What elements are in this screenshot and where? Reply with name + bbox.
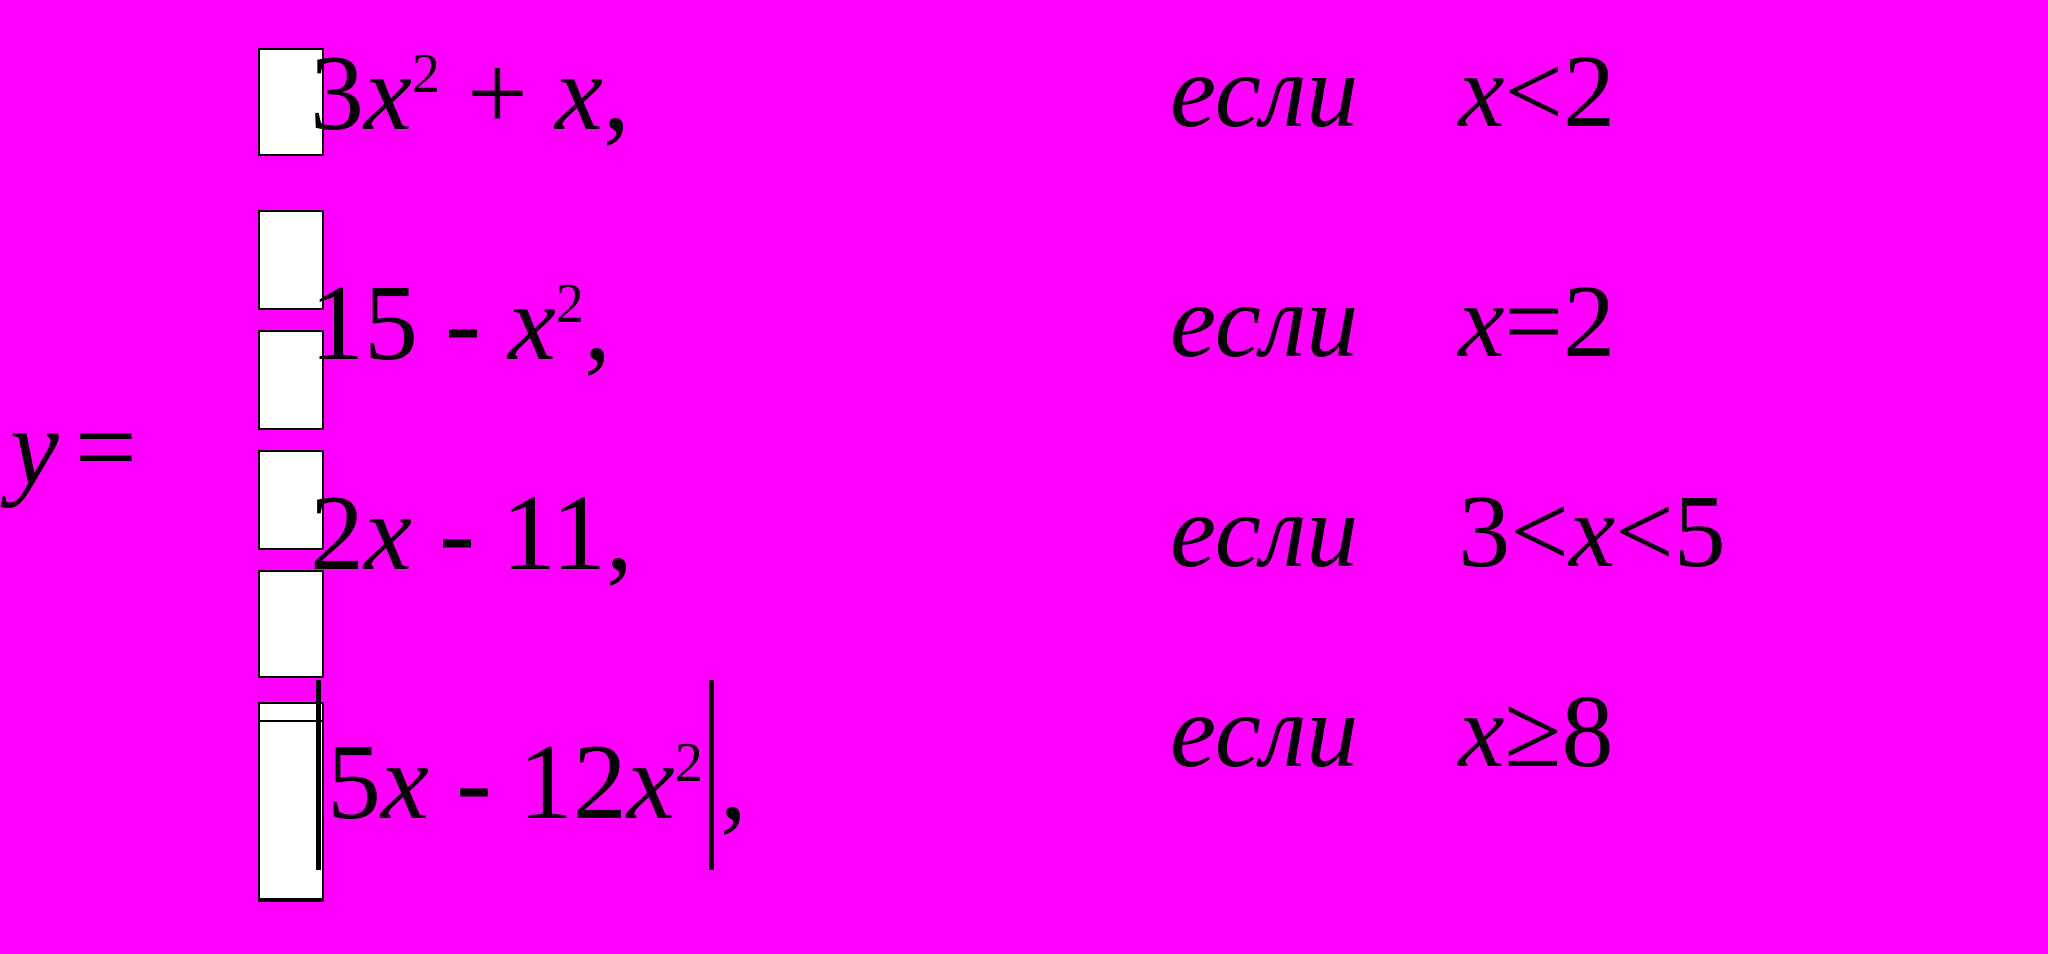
expr-exponent: 2 <box>674 732 703 794</box>
condition-variable: x <box>1458 264 1505 379</box>
absolute-value-bar-right <box>709 680 714 870</box>
condition-value: 2 <box>1563 34 1616 149</box>
expr-exponent: 2 <box>555 273 584 335</box>
case-condition <box>1170 474 1726 589</box>
condition-value: 5 <box>1673 474 1726 589</box>
expr-comma: , <box>602 34 630 153</box>
expr-coefficient: 15 - <box>310 264 508 383</box>
absolute-value-bar-left <box>316 680 321 870</box>
expr-operator: - 11, <box>411 474 633 593</box>
condition-if-word: если <box>1170 264 1359 379</box>
condition-operator: ≥ <box>1504 674 1562 789</box>
expr-comma: , <box>719 723 747 842</box>
expr-coefficient: 2 <box>310 474 364 593</box>
case-expression <box>310 680 747 870</box>
expr-coefficient: 3 <box>310 34 364 153</box>
condition-operator: = <box>1504 264 1564 379</box>
case-condition <box>1170 264 1616 379</box>
condition-operator: < <box>1510 474 1569 589</box>
case-expression <box>310 264 611 383</box>
expr-variable: x <box>381 723 429 842</box>
expr-coefficient: 5 <box>327 723 381 842</box>
expr-operator: + <box>440 34 555 153</box>
case-expression <box>310 474 633 593</box>
condition-operator: < <box>1504 34 1564 149</box>
expr-comma: , <box>583 264 611 383</box>
condition-relation <box>1358 34 1615 149</box>
function-variable: y <box>10 386 59 508</box>
condition-value: 2 <box>1563 264 1616 379</box>
condition-operator: < <box>1615 474 1674 589</box>
expr-variable: x <box>554 34 603 153</box>
condition-relation <box>1358 264 1615 379</box>
case-condition <box>1170 34 1616 149</box>
condition-if-word: если <box>1170 34 1359 149</box>
case-row <box>310 674 2030 850</box>
expr-variable: x <box>364 474 412 593</box>
condition-relation <box>1358 674 1613 789</box>
condition-value: 8 <box>1561 674 1614 789</box>
case-row <box>310 34 2030 210</box>
case-condition <box>1170 674 1614 789</box>
condition-relation <box>1358 474 1725 589</box>
condition-variable: x <box>1458 34 1505 149</box>
condition-if-word: если <box>1170 674 1359 789</box>
condition-lower-bound: 3 <box>1458 474 1511 589</box>
expr-variable: x <box>364 34 412 153</box>
case-expression <box>310 34 630 153</box>
expr-exponent: 2 <box>411 43 441 105</box>
condition-variable: x <box>1568 474 1616 589</box>
expr-variable: x <box>507 264 556 383</box>
condition-variable: x <box>1458 674 1505 789</box>
expr-operator: - 12 <box>428 723 627 842</box>
condition-if-word: если <box>1170 474 1359 589</box>
function-left-hand-side <box>10 386 137 508</box>
expr-variable: x <box>626 723 675 842</box>
equals-sign: = <box>74 386 137 508</box>
case-row <box>310 474 2030 650</box>
case-row <box>310 264 2030 440</box>
